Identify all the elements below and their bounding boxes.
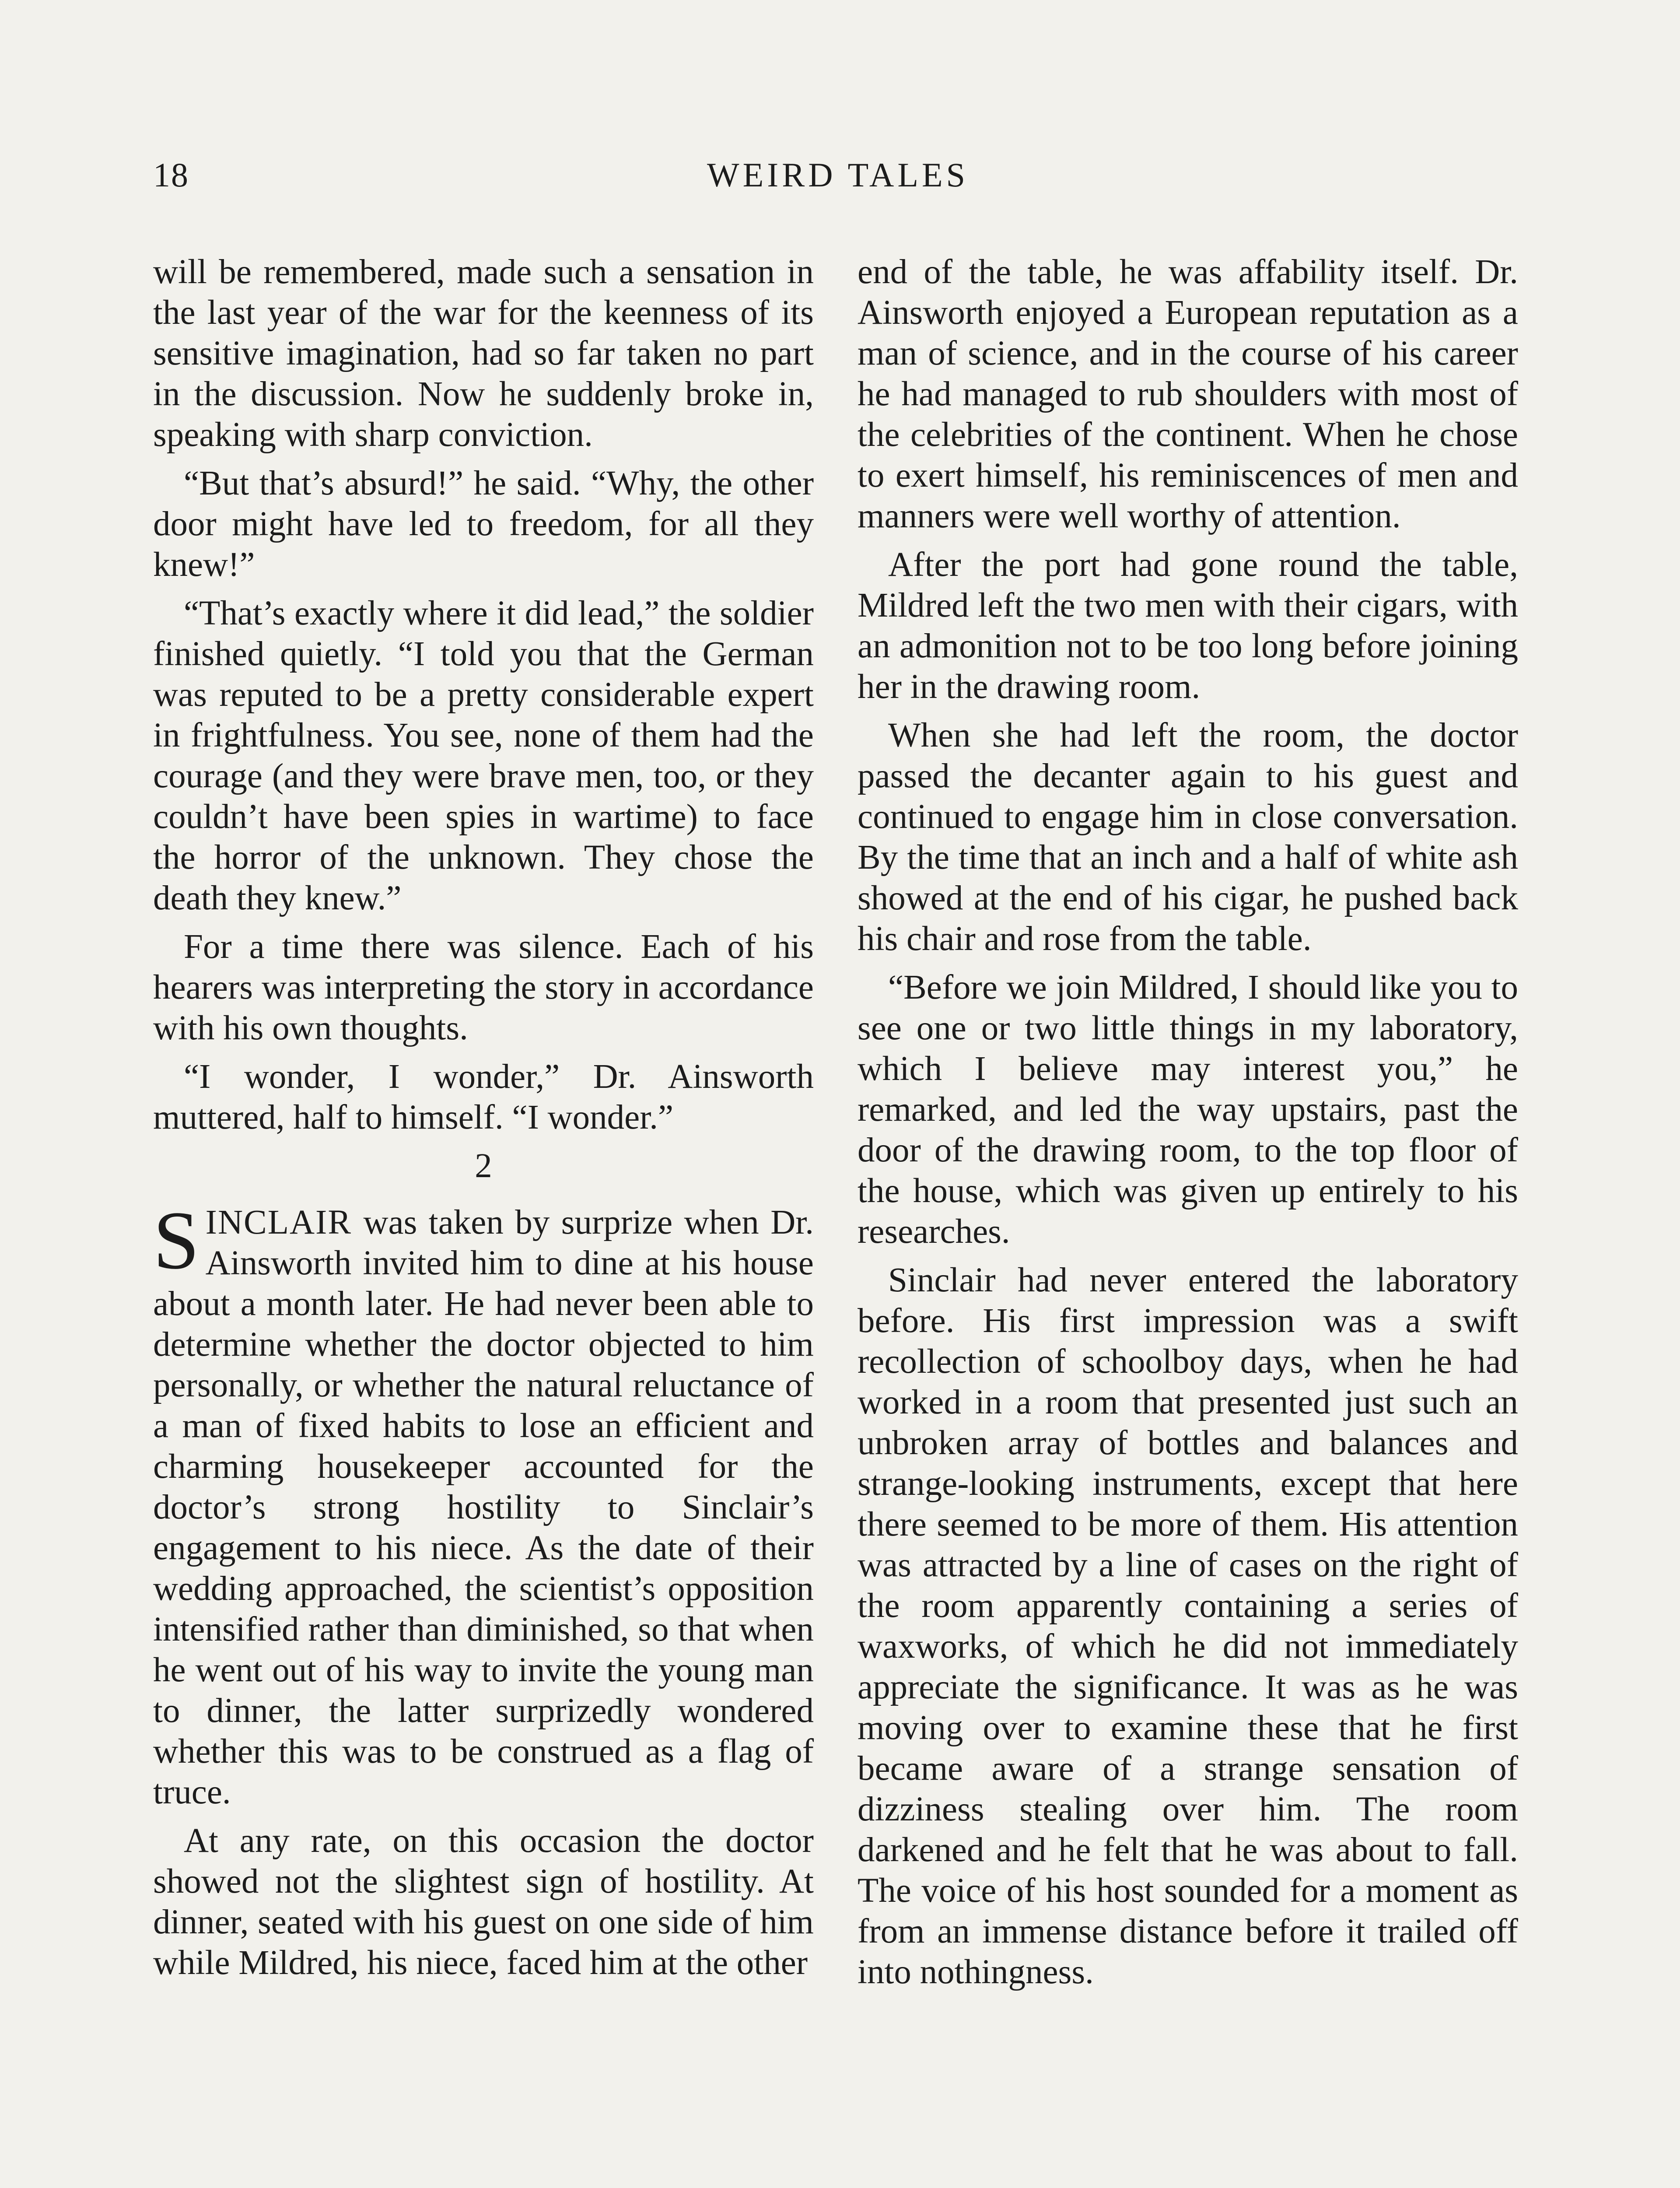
paragraph: “Before we join Mildred, I should like you to see one or two little things in my laboratory, which I believe may interest you,” he remarked, and led the way upstairs, past the door of the drawing room, to the top floor of the house, which was given up entirely to his researches.	[858, 968, 1518, 1251]
paragraph: When she had left the room, the doctor passed the decanter again to his guest and continued to engage him in close conversation. By the time that an inch and a half of white ash showed at the end of his cigar, he pushed back his chair and rose from the table.	[858, 716, 1518, 958]
left-column	[153, 252, 814, 1991]
page-number: 18	[153, 156, 189, 194]
paragraph: “But that’s absurd!” he said. “Why, the other door might have led to freedom, for all they knew!”	[153, 464, 814, 584]
right-column	[858, 252, 1518, 2000]
paragraph: At any rate, on this occasion the doctor showed not the slightest sign of hostility. At dinner, seated with his guest on one side of him while Mildred, his niece, faced him at the other	[153, 1822, 814, 1982]
small-caps-lead: INCLAIR	[205, 1203, 352, 1241]
paragraph: For a time there was silence. Each of his hearers was interpreting the story in accordance with his own thoughts.	[153, 928, 814, 1047]
page-header	[153, 155, 1522, 203]
paragraph: Sinclair had never entered the laboratory before. His first impression was a swift recollection of schoolboy days, when he had worked in a room that presented just such an unbroken array of bottles and balances and strange-looking instruments, except that here there seemed to be more of them. His attention was attracted by a line of cases on the right of the room apparently containing a series of waxworks, of which he did not immediately appreciate the significance. It was as he was moving over to examine these that he first became aware of a strange sensation of dizziness stealing over him. The room darkened and he felt that he was about to fall. The voice of his host sounded for a moment as from an immense distance before it trailed off into nothingness.	[858, 1261, 1518, 1991]
paragraph: end of the table, he was affability itself. Dr. Ainsworth enjoyed a European reputation as a man of science, and in the course of his career he had managed to rub shoulders with most of the celebrities of the continent. When he chose to exert himself, his reminiscences of men and manners were well worthy of attention.	[858, 253, 1518, 535]
drop-cap: S	[153, 1195, 200, 1287]
paragraph-with-dropcap	[153, 1195, 814, 1813]
paragraph-text: was taken by surprize when Dr. Ainsworth invited him to dine at his house about a month later. He had never been able to determine whether the doctor objected to him personally, or whether the natural reluctance of a man of fixed habits to lose an efficient and charming housekeeper accounted for the doctor’s strong hostility to Sinclair’s engagement to his niece. As the date of their wedding approached, the scientist’s opposition intensified rather than diminished, so that when he went out of his way to invite the young man to dinner, the latter surprizedly wondered whether this was to be construed as a flag of truce.	[153, 1203, 814, 1811]
running-title: WEIRD TALES	[707, 156, 969, 194]
section-number: 2	[475, 1147, 492, 1185]
paragraph: After the port had gone round the table, Mildred left the two men with their cigars, with an admonition not to be too long before joining her in the drawing room.	[858, 546, 1518, 706]
paragraph: “I wonder, I wonder,” Dr. Ainsworth muttered, half to himself. “I wonder.”	[153, 1058, 814, 1136]
paragraph: “That’s exactly where it did lead,” the soldier finished quietly. “I told you that the German was reputed to be a pretty considerable expert in frightfulness. You see, none of them had the courage (and they were brave men, too, or they couldn’t have been spies in wartime) to face the horror of the unknown. They chose the death they knew.”	[153, 594, 814, 917]
paragraph: will be remembered, made such a sensation in the last year of the war for the keenness of its sensitive imagination, had so far taken no part in the discussion. Now he suddenly broke in, speaking with sharp conviction.	[153, 253, 814, 454]
